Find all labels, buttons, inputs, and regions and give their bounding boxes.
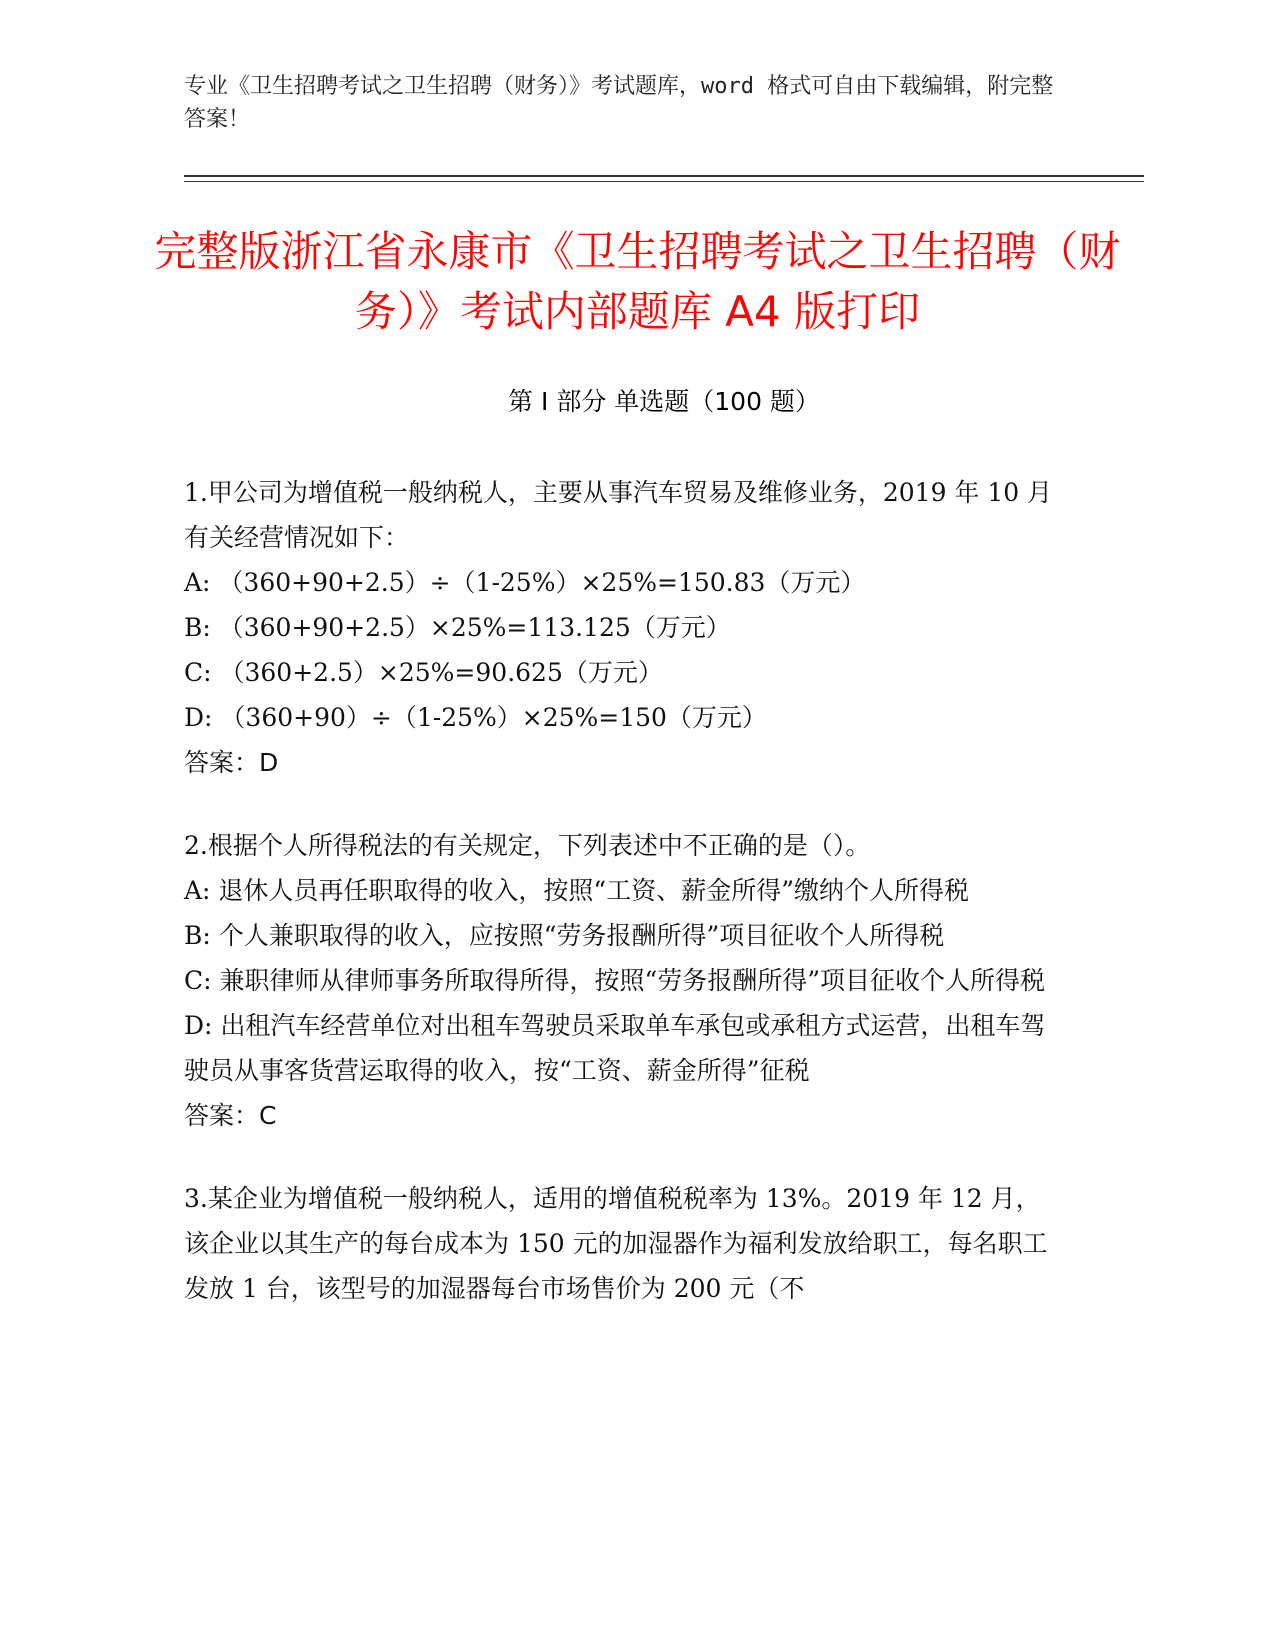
- question-stem: 3.某企业为增值税一般纳税人，适用的增值税税率为 13%。2019 年 12 月，该企业以其生产的每台成本为 150 元的加湿器作为福利发放给职工，每名职工发放 1 台，该型号的加湿器每台市场售价为 200 元（不: [184, 1184, 1048, 1303]
- option-d: D: （360+90）÷（1-25%）×25%=150（万元）: [184, 703, 767, 732]
- answer: 答案：C: [184, 1101, 277, 1130]
- question-stem: 1.甲公司为增值税一般纳税人，主要从事汽车贸易及维修业务，2019 年 10 月有关经营情况如下：: [184, 478, 1053, 552]
- option-b: B: （360+90+2.5）×25%=113.125（万元）: [184, 613, 731, 642]
- header-rule-thick: [184, 175, 1144, 177]
- header-note: 专业《卫生招聘考试之卫生招聘（财务）》考试题库，word 格式可自由下载编辑，附完整答案！: [184, 74, 1054, 132]
- option-a: A: 退休人员再任职取得的收入，按照“工资、薪金所得”缴纳个人所得税: [184, 876, 969, 905]
- question-2: [184, 823, 1064, 1138]
- option-c: C: （360+2.5）×25%=90.625（万元）: [184, 658, 663, 687]
- question-stem: 2.根据个人所得税法的有关规定，下列表述中不正确的是（）。: [184, 831, 871, 860]
- option-a: A: （360+90+2.5）÷（1-25%）×25%=150.83（万元）: [184, 568, 866, 597]
- option-b: B: 个人兼职取得的收入，应按照“劳务报酬所得”项目征收个人所得税: [184, 921, 945, 950]
- option-d: D: 出租汽车经营单位对出租车驾驶员采取单车承包或承租方式运营，出租车驾驶员从事客货营运取得的收入，按“工资、薪金所得”征税: [184, 1011, 1046, 1085]
- option-c: C: 兼职律师从律师事务所取得所得，按照“劳务报酬所得”项目征收个人所得税: [184, 966, 1046, 995]
- section-title: 第 I 部分 单选题（100 题）: [508, 387, 820, 416]
- question-1: [184, 470, 1064, 785]
- question-list: [184, 470, 1064, 1349]
- document-title: 完整版浙江省永康市《卫生招聘考试之卫生招聘（财务）》考试内部题库 A4 版打印: [154, 227, 1121, 336]
- question-3: [184, 1176, 1064, 1311]
- header-rule-thin: [184, 181, 1144, 182]
- answer: 答案：D: [184, 748, 279, 777]
